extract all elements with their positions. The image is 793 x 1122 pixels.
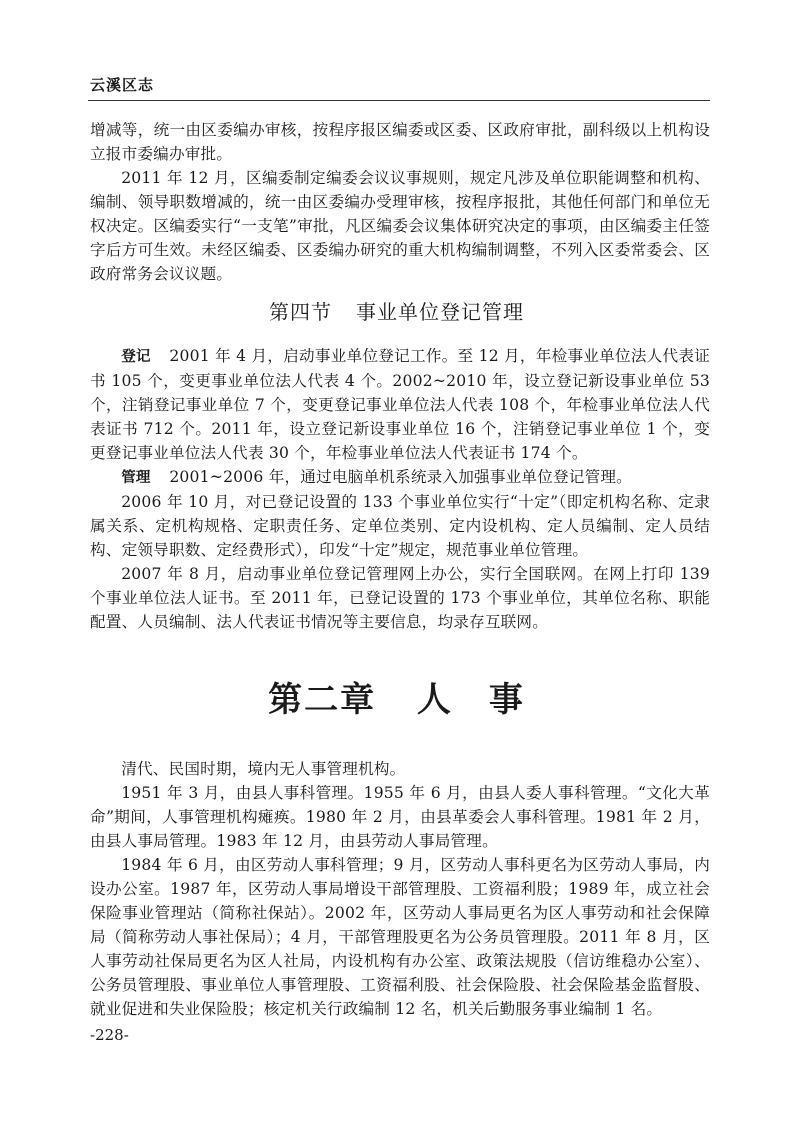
paragraph: 管理 2001~2006 年，通过电脑单机系统录入加强事业单位登记管理。 bbox=[121, 468, 632, 486]
paragraph-lead: 管理 bbox=[121, 470, 151, 486]
paragraph: 2011 年 12 月，区编委制定编委会议议事规则，规定凡涉及单位职能调整和机构、编制、领导职数增减的，统一由区委编办受理审核，按程序报批，其他任何部门和单位无权决定。区编委实行“一支笔”审批，凡区编委会议集体研究决定的事项，由区编委主任签字后方可生效。未经区编委、区委编办研究的重大机构编制调整，不列入区委常委会、区政府常务会议议题。 bbox=[90, 169, 710, 283]
intro-text bbox=[90, 118, 710, 286]
running-header: 云溪区志 bbox=[90, 76, 155, 94]
section-name: 事业单位登记管理 bbox=[356, 300, 524, 324]
paragraph: 增减等，统一由区委编办审核，按程序报区编委或区委、区政府审批，副科级以上机构设立报市委编办审批。 bbox=[90, 121, 710, 163]
chapter-title bbox=[0, 672, 793, 721]
chapter-number: 第二章 bbox=[268, 680, 377, 720]
chapter-body bbox=[90, 757, 710, 1021]
section-number: 第四节 bbox=[269, 300, 332, 324]
page-number: -228- bbox=[90, 1026, 129, 1044]
paragraph: 2006 年 10 月，对已登记设置的 133 个事业单位实行“十定”（即定机构名称、定隶属关系、定机构规格、定职责任务、定单位类别、定内设机构、定人员编制、定人员结构、定领导职数、定经费形式），印发“十定”规定，规范事业单位管理。 bbox=[90, 493, 710, 559]
section-body bbox=[90, 344, 710, 634]
chapter-name: 人 事 bbox=[416, 680, 525, 720]
paragraph: 1951 年 3 月，由县人事科管理。1955 年 6 月，由县人委人事科管理。“文化大革命”期间，人事管理机构瘫痪。1980 年 2 月，由县革委会人事科管理。1981 年 2 月，由县人事局管理。1983 年 12 月，由县劳动人事局管理。 bbox=[90, 784, 710, 850]
header-rule bbox=[88, 100, 710, 101]
paragraph: 清代、民国时期，境内无人事管理机构。 bbox=[121, 760, 406, 778]
paragraph: 登记 2001 年 4 月，启动事业单位登记工作。至 12 月，年检事业单位法人代表证书 105 个，变更事业单位法人代表 4 个。2002~2010 年，设立登记新设事业单位 53 个，注销登记事业单位 7 个，变更登记事业单位法人代表 108 个，年检事业单位法人代表证书 712 个。2011 年，设立登记新设事业单位 16 个，注销登记事业单位 1 个，变更登记事业单位法人代表 30 个，年检事业单位法人代表证书 174 个。 bbox=[90, 347, 711, 462]
section-title bbox=[0, 296, 793, 325]
paragraph: 1984 年 6 月，由区劳动人事科管理；9 月，区劳动人事科更名为区劳动人事局，内设办公室。1987 年，区劳动人事局增设干部管理股、工资福利股；1989 年，成立社会保险事业管理站（简称社保站）。2002 年，区劳动人事局更名为区人事劳动和社会保障局（简称劳动人事社保局）；4 月，干部管理股更名为公务员管理股。2011 年 8 月，区人事劳动社保局更名为区人社局，内设机构有办公室、政策法规股（信访维稳办公室）、公务员管理股、事业单位人事管理股、工资福利股、社会保险股、社会保险基金监督股、就业促进和失业保险股；核定机关行政编制 12 名，机关后勤服务事业编制 1 名。 bbox=[90, 856, 710, 1018]
paragraph-lead: 登记 bbox=[121, 349, 151, 365]
paragraph: 2007 年 8 月，启动事业单位登记管理网上办公，实行全国联网。在网上打印 139 个事业单位法人证书。至 2011 年，已登记设置的 173 个事业单位，其单位名称、职能配置、人员编制、法人代表证书情况等主要信息，均录存互联网。 bbox=[90, 565, 710, 631]
